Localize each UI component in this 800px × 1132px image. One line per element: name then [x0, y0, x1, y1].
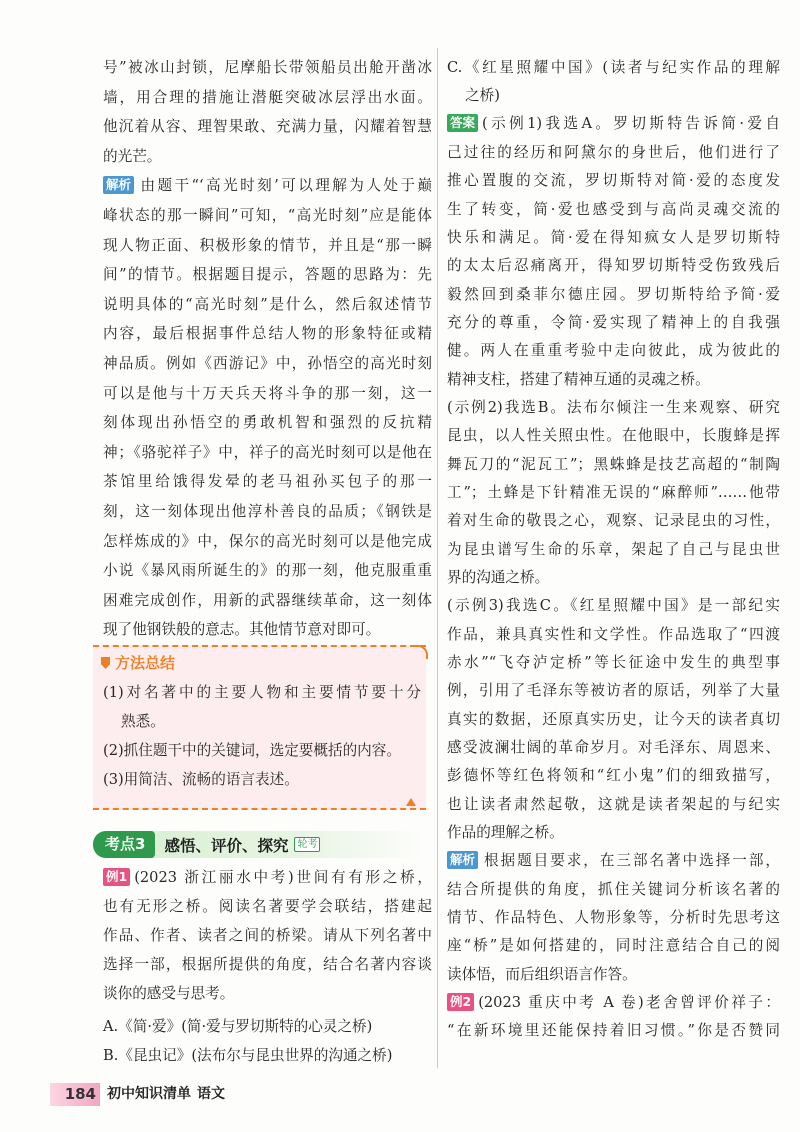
example-line: (2023 浙江丽水中考)世间有有形之桥， — [134, 869, 432, 886]
section-title: 感悟、评价、探究 — [164, 836, 289, 855]
example-tag: 例1 — [103, 868, 130, 886]
analysis-line: 读体悟，而后组织语言作答。 — [447, 965, 637, 983]
option-line-continuation: 之桥) — [465, 87, 500, 105]
paragraph-line: 的光芒。 — [103, 147, 162, 165]
example-1 — [103, 863, 432, 1070]
method-summary-box — [93, 645, 426, 810]
option-line: B.《昆虫记》(法布尔与昆虫世界的沟通之桥) — [103, 1047, 393, 1064]
answer-line: 己过往的经历和阿黛尔的身世后，他们进行了 — [447, 143, 780, 161]
example-tag: 例2 — [447, 993, 474, 1011]
analysis-line: 间”的情节。根据题目提示，答题的思路为：先 — [103, 266, 432, 284]
analysis-tag: 解析 — [447, 851, 478, 869]
paragraph-line: 他沉着从容、理智果敢、充满力量，闪耀着智慧 — [103, 118, 432, 136]
section-header — [93, 831, 423, 858]
method-summary-list — [103, 678, 421, 794]
analysis-line: 困难完成创作，用新的武器继续革命，这一刻体 — [103, 591, 432, 609]
answer-line: 舞瓦刀的“泥瓦工”；黑蛛蜂是技艺高超的“制陶 — [447, 455, 780, 473]
answer-line: 也让读者肃然起敬，这就是读者架起的与纪实 — [447, 795, 780, 813]
example-options — [103, 1012, 432, 1070]
method-summary-title — [101, 649, 175, 677]
analysis-line: 现了他钢铁般的意志。其他情节意对即可。 — [103, 621, 381, 639]
answer-line: 快乐和满足。简·爱在得知疯女人是罗切斯特 — [447, 228, 780, 246]
answer-tag: 答案 — [447, 114, 478, 132]
corner-decoration — [414, 645, 428, 659]
analysis-line: 神品质。例如《西游记》中，孙悟空的高光时刻 — [103, 354, 432, 372]
answer-line: 充分的尊重，令简·爱实现了精神上的自我强 — [447, 313, 780, 331]
bookmark-icon — [101, 657, 110, 669]
analysis-line: 座“桥”是如何搭建的，同时注意结合自己的阅 — [447, 937, 780, 955]
example-line: 选择一部，根据所提供的角度，结合名著内容谈 — [103, 956, 432, 973]
answer-line: 彭德怀等红色将领和“红小鬼”们的细致描写， — [447, 767, 780, 785]
option-line: A.《简·爱》(简·爱与罗切斯特的心灵之桥) — [103, 1018, 373, 1035]
book-title — [107, 1083, 225, 1106]
analysis-line: 现人物正面、积极形象的情节，并且是“那一瞬 — [103, 236, 432, 254]
answer-first-line — [447, 110, 780, 138]
method-item: (3)用简洁、流畅的语言表述。 — [103, 771, 299, 788]
analysis-line: 刻体现出孙悟空的勇敢机智和强烈的反抗精 — [103, 414, 432, 432]
answer-line: 的太太后忍痛离开，得知罗切斯特受伤致残后 — [447, 257, 780, 275]
answer-line: 真实的数据，还原真实历史，让今天的读者真切 — [447, 710, 780, 728]
analysis-line: 神；《骆驼祥子》中，祥子的高光时刻可以是他在 — [103, 443, 432, 461]
analysis-line: 小说《暴风雨所诞生的》的那一刻，他克服重重 — [103, 562, 432, 580]
answer-line: 昆虫，以人性关照虫性。在他眼中，长腹蜂是挥 — [447, 427, 780, 445]
analysis-line: 峰状态的那一瞬间”可知，“高光时刻”应是能体 — [103, 206, 432, 224]
analysis-line: 情节、作品特色、人物形象等，分析时先思考这 — [447, 909, 780, 927]
answer-line: 推心置腹的交流，罗切斯特对简·爱的态度发 — [447, 172, 780, 190]
analysis-line: 根据题目要求，在三部名著中选择一部， — [482, 852, 780, 870]
analysis-line: 结合所提供的角度，抓住关键词分析该名著的 — [447, 880, 780, 898]
answer-line: 健。两人在重重考验中走向彼此，成为彼此的 — [447, 342, 780, 360]
book-title-text: 初中知识清单 — [107, 1086, 191, 1102]
analysis-line: 由题干“‘高光时刻’可以理解为人处于巅 — [138, 177, 432, 195]
answer-line: 着对生命的敬畏之心，观察、记录昆虫的习性， — [447, 512, 780, 530]
answer-line: 毅然回到桑菲尔德庄园。罗切斯特给予简·爱 — [447, 285, 780, 303]
example-line: 谈你的感受与思考。 — [103, 985, 235, 1002]
answer-line: 例，引用了毛泽东等被访者的原话，列举了大量 — [447, 682, 780, 700]
answer-line: (示例3)我选C。《红星照耀中国》是一部纪实 — [447, 597, 780, 615]
column-divider — [437, 48, 438, 1068]
analysis-line: 茶馆里给饿得发晕的老马祖孙买包子的那一 — [103, 473, 432, 491]
example-first-line — [103, 863, 432, 892]
section-badge: 轮考 — [294, 837, 320, 852]
arrow-up-icon — [406, 798, 416, 806]
example-line: (2023 重庆中考 A 卷)老舍曾评价祥子： — [478, 994, 780, 1012]
analysis-line: 内容，最后根据事件总结人物的形象特征或精 — [103, 325, 432, 343]
answer-line: 生了转变，简·爱也感受到与高尚灵魂交流的 — [447, 200, 780, 218]
left-column-text — [103, 53, 432, 645]
answer-line: 作品，兼具真实性和文学性。作品选取了“四渡 — [447, 625, 780, 643]
example-line: 作品、作者、读者之间的桥梁。请从下列名著中 — [103, 927, 432, 944]
paragraph-line: 墙，用合理的措施让潜艇突破冰层浮出水面。 — [103, 88, 432, 106]
analysis-line: 可以是他与十万天兵天将斗争的那一刻，这一 — [103, 384, 432, 402]
answer-line: (示例2)我选B。法布尔倾注一生来观察、研究 — [447, 398, 780, 416]
analysis-line: 说明具体的“高光时刻”是什么，然后叙述情节 — [103, 295, 432, 313]
analysis-line: 怎样炼成的》中，保尔的高光时刻可以是他完成 — [103, 532, 432, 550]
answer-line: 作品的理解之桥。 — [447, 824, 564, 842]
method-item: (2)抓住题干中的关键词，选定要概括的内容。 — [103, 742, 401, 759]
page-number: 184 — [50, 1083, 100, 1106]
answer-line: 精神支柱，搭建了精神互通的灵魂之桥。 — [447, 370, 710, 388]
answer-line: 工”；土蜂是下针精准无误的“麻醉师”……他带 — [447, 483, 780, 501]
answer-line: (示例1)我选A。罗切斯特告诉简·爱自 — [482, 115, 780, 133]
example-first-line — [447, 989, 780, 1017]
answer-line: 感受波澜壮阔的革命岁月。对毛泽东、周恩来、 — [447, 739, 780, 757]
option-line: C.《红星照耀中国》(读者与纪实作品的理解 — [447, 58, 780, 76]
example-line: “在新环境里还能保持着旧习惯。”你是否赞同 — [447, 1022, 780, 1040]
method-summary-title-text: 方法总结 — [115, 654, 176, 672]
paragraph-line: 号”被冰山封锁，尼摩船长带领船员出舱开凿冰 — [103, 59, 432, 76]
right-column-text — [447, 54, 780, 1046]
answer-line: 界的沟通之桥。 — [447, 568, 550, 586]
analysis-first-line — [447, 847, 780, 875]
method-item-continuation: 熟悉。 — [121, 713, 165, 730]
analysis-tag: 解析 — [103, 176, 134, 194]
method-item: (1)对名著中的主要人物和主要情节要十分 — [103, 684, 421, 701]
analysis-line: 刻，这一刻体现出他淳朴善良的品质；《钢铁是 — [103, 502, 432, 520]
answer-line: 为昆虫谱写生命的乐章，架起了自己与昆虫世 — [447, 540, 780, 558]
analysis-first-line — [103, 171, 432, 201]
subject-label: 语文 — [197, 1086, 225, 1102]
answer-line: 赤水”“飞夺泸定桥”等长征途中发生的典型事 — [447, 654, 780, 672]
example-line: 也有无形之桥。阅读名著要学会联结，搭建起 — [103, 898, 432, 915]
section-number: 考点3 — [93, 831, 155, 858]
